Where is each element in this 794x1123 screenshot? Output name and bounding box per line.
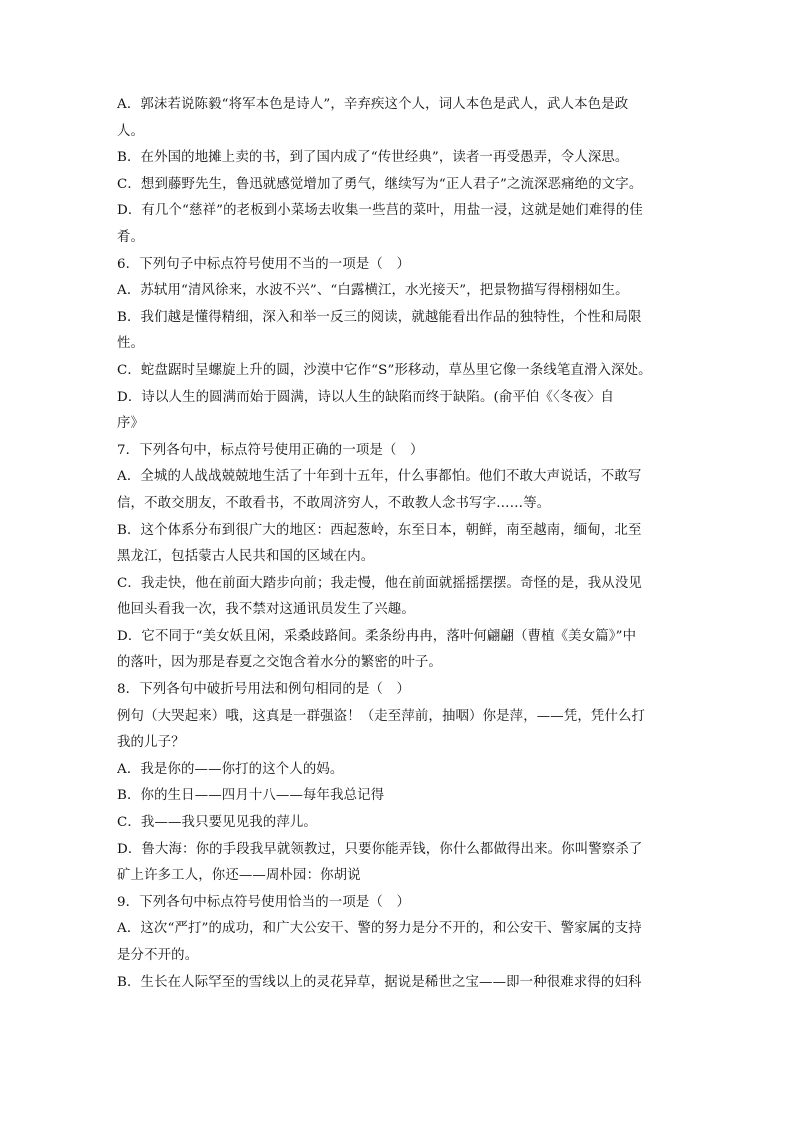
question-7-stem: 7．下列各句中，标点符号使用正确的一项是（ ） [117, 442, 424, 458]
text-line: B．我们越是懂得精细，深入和举一反三的阅读，就越能看出作品的独特性，个性和局限 [117, 309, 642, 325]
question-6-stem: 6．下列句子中标点符号使用不当的一项是（ ） [117, 256, 411, 272]
text-line: 肴。 [117, 229, 145, 245]
text-line: C．我走快，他在前面大踏步向前；我走慢，他在前面就摇摇摆摆。奇怪的是，我从没见 [117, 575, 642, 591]
text-line: D．诗以人生的圆满而始于圆满，诗以人生的缺陷而终于缺陷。(俞平伯《〈冬夜〉自 [117, 389, 615, 405]
text-line: C．我——我只要见见我的萍儿。 [117, 815, 317, 831]
text-line: A．这次“严打”的成功，和广大公安干、警的努力是分不开的，和公安干、警家属的支持 [117, 921, 642, 937]
text-line: 的落叶，因为那是春夏之交饱含着水分的繁密的叶子。 [117, 655, 442, 671]
text-line: 性。 [117, 336, 145, 352]
text-line: D．它不同于“美女妖且闲，采桑歧路间。柔条纷冉冉，落叶何翩翩（曹植《美女篇》”中 [117, 628, 637, 644]
text-line: A．全城的人战战兢兢地生活了十年到十五年，什么事都怕。他们不敢大声说话，不敢写 [117, 469, 642, 485]
question-9-stem: 9．下列各句中标点符号使用恰当的一项是（ ） [117, 894, 411, 910]
text-line: B．在外国的地摊上卖的书，到了国内成了“传世经典”，读者一再受愚弄，令人深思。 [117, 150, 629, 166]
text-line: 人。 [117, 123, 145, 139]
text-line: B．生长在人际罕至的雪线以上的灵花异草，据说是稀世之宝——即一种很难求得的妇科 [117, 974, 642, 990]
text-line: 我的儿子？ [117, 735, 185, 751]
text-line: 序》 [117, 416, 145, 432]
text-line: 是分不开的。 [117, 948, 199, 963]
document-body [117, 92, 679, 996]
text-line: 他回头看我一次，我不禁对这通讯员发生了兴趣。 [117, 602, 415, 618]
text-line: C．蛇盘踞时呈螺旋上升的圆，沙漠中它作“S”形移动，草丛里它像一条线笔直滑入深处。 [117, 362, 652, 378]
text-line: A．我是你的——你打的这个人的妈。 [117, 761, 344, 777]
text-line: 矿上许多工人，你还——周朴园：你胡说 [117, 868, 361, 884]
question-8-stem: 8．下列各句中破折号用法和例句相同的是（ ） [117, 682, 411, 698]
text-line: 黑龙江，包括蒙古人民共和国的区域在内。 [117, 549, 375, 565]
text-line: B．这个体系分布到很广大的地区：西起葱岭，东至日本，朝鲜，南至越南，缅甸，北至 [117, 522, 642, 538]
text-line: 例句（大哭起来）哦，这真是一群强盗！（走至萍前，抽咽）你是萍，——凭，凭什么打 [117, 708, 646, 724]
text-line: D．有几个“慈祥”的老板到小菜场去收集一些莒的菜叶，用盐一浸，这就是她们难得的佳 [117, 203, 643, 219]
text-line: D．鲁大海：你的手段我早就领教过，只要你能弄钱，你什么都做得出来。你叫警察杀了 [117, 841, 643, 857]
text-line: A．郭沫若说陈毅“将军本色是诗人”，辛弃疾这个人，词人本色是武人，武人本色是政 [117, 97, 629, 112]
text-line: B．你的生日——四月十八——每年我总记得 [117, 788, 385, 804]
text-line: C．想到藤野先生，鲁迅就感觉增加了勇气，继续写为“正人君子”之流深恶痛绝的文字。 [117, 176, 643, 192]
text-line: A．苏轼用“清风徐来，水波不兴”、“白露横江，水光接天”，把景物描写得栩栩如生。 [117, 283, 629, 299]
text-line: 信，不敢交朋友，不敢看书，不敢周济穷人，不敢教人念书写字……等。 [117, 495, 551, 511]
